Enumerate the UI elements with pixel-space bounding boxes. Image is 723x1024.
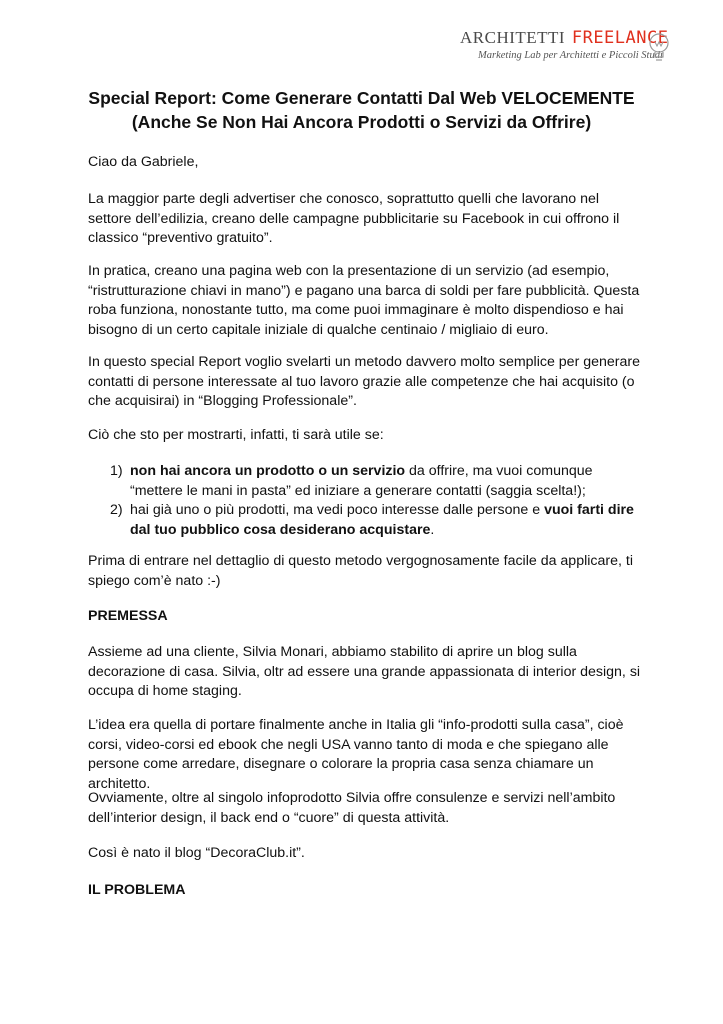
report-title-line2: (Anche Se Non Hai Ancora Prodotti o Servizi da Offrire) [131, 112, 592, 132]
logo-wordmark [460, 28, 668, 48]
report-title-line1: Special Report: Come Generare Contatti Dal Web VELOCEMENTE [88, 88, 635, 108]
paragraph-idea: L’idea era quella di portare finalmente anche in Italia gli “info-prodotti sulla casa”, cioè corsi, video-corsi ed ebook che negli USA vanno tanto di moda e che spiegano alle persone come arredare, disegnare o colorare la propria casa senza chiamare un architetto. [88, 717, 624, 792]
paragraph-advertisers: La maggior parte degli advertiser che conosco, soprattutto quelli che lavorano nel settore dell’edilizia, creano delle campagne pubblicitarie su Facebook in cui offrono il classico “preventivo gratuito”. [88, 191, 620, 246]
logo-word-architetti: ARCHITETTI [460, 28, 566, 47]
lightbulb-icon [646, 30, 672, 64]
list-item-number: 1) [110, 463, 123, 479]
greeting: Ciao da Gabriele, [88, 154, 199, 170]
paragraph-in-pratica: In pratica, creano una pagina web con la presentazione di un servizio (ad esempio, “ristrutturazione chiavi in mano”) e pagano una barca di soldi per fare pubblicità. Questa roba funziona, nonostante tutto, ma come puoi immaginare è molto dispendioso e hai bisogno di un certo capitale iniziale di qualche centinaio / migliaio di euro. [88, 263, 640, 338]
section-heading-problema: IL PROBLEMA [88, 882, 186, 898]
logo-word-freelance: FREELANCE [571, 28, 669, 48]
paragraph-silvia: Assieme ad una cliente, Silvia Monari, abbiamo stabilito di aprire un blog sulla decorazione di casa. Silvia, oltr ad essere una grande appassionata di interior design, si occupa di home staging. [88, 644, 641, 699]
list-item-bold: non hai ancora un prodotto o un servizio [130, 463, 406, 479]
conditions-list [88, 462, 644, 540]
paragraph-ovviamente: Ovviamente, oltre al singolo infoprodotto Silvia offre consulenze e servizi nell’ambito dell’interior design, il back end o “cuore” di questa attività. [88, 790, 616, 826]
list-item-bold: vuoi farti dire dal tuo pubblico cosa desiderano acquistare [130, 502, 634, 538]
list-item [88, 462, 644, 501]
list-item-number: 2) [110, 502, 123, 518]
report-title [70, 86, 653, 134]
paragraph-special-report: In questo special Report voglio svelarti un metodo davvero molto semplice per generare contatti di persone interessate al tuo lavoro grazie alle competenze che hai acquisito (o che acquisirai) in “Blogging Professionale”. [88, 354, 641, 409]
list-item-text: da offrire, ma vuoi comunque “mettere le mani in pasta” ed iniziare a generare contatti (saggia scelta!); [130, 463, 593, 499]
list-item-text-end: . [430, 521, 435, 538]
list-item [88, 501, 644, 540]
brand-logo [450, 22, 680, 74]
section-heading-premessa: PREMESSA [88, 608, 168, 624]
logo-tagline: Marketing Lab per Architetti e Piccoli Studi [478, 50, 663, 61]
paragraph-decoraclub: Così è nato il blog “DecoraClub.it”. [88, 845, 305, 861]
list-item-text: hai già uno o più prodotti, ma vedi poco interesse dalle persone e [130, 502, 545, 518]
paragraph-utile-se: Ciò che sto per mostrarti, infatti, ti sarà utile se: [88, 427, 384, 443]
paragraph-prima-di-entrare: Prima di entrare nel dettaglio di questo metodo vergognosamente facile da applicare, ti spiego com’è nato :-) [88, 553, 633, 589]
